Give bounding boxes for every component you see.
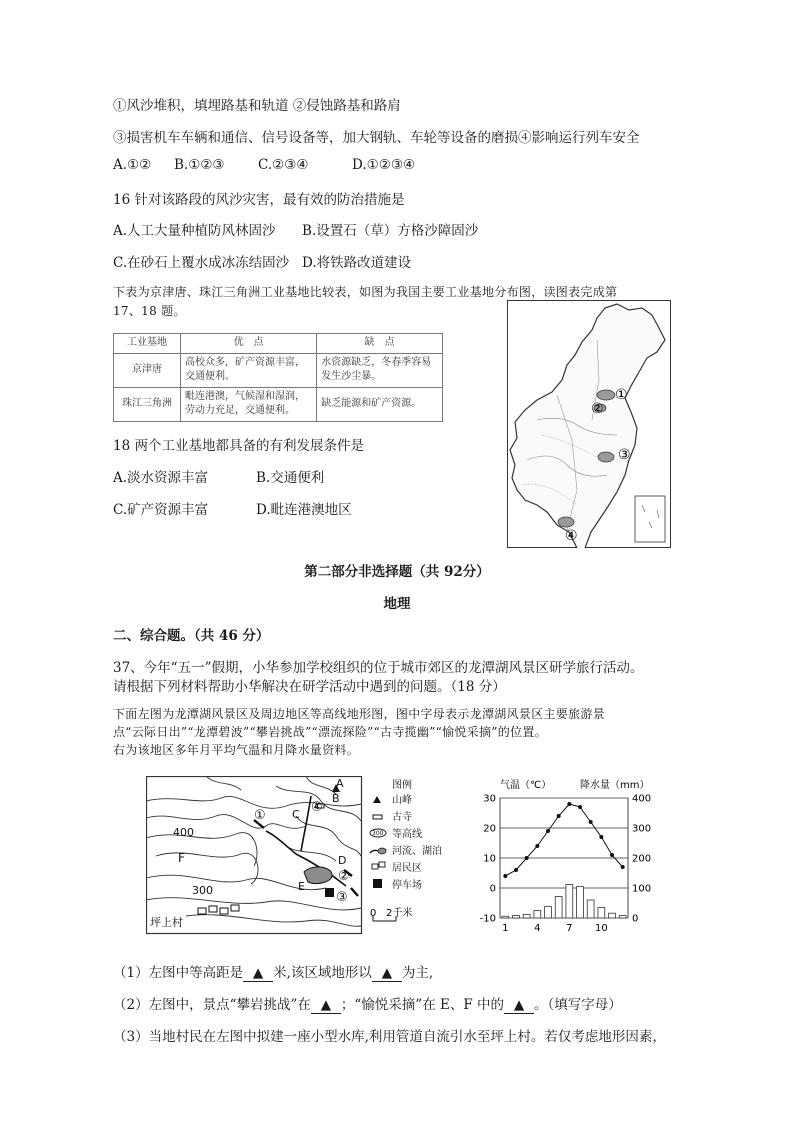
temp-point [567, 802, 571, 806]
legend-village-label: 居民区 [392, 863, 422, 874]
q37-material-1: 下面左图为龙潭湖风景区及周边地区等高线地形图，图中字母表示龙潭湖风景区主要旅游景 [113, 707, 606, 721]
x-tick-label: 1 [502, 923, 509, 934]
precip-bar [577, 887, 584, 919]
legend-parking-label: 停车场 [392, 880, 422, 891]
left-tick-label: 30 [483, 793, 496, 805]
map-label-3: ③ [618, 447, 631, 463]
table-cell [317, 387, 443, 421]
temp-line [505, 804, 622, 876]
temp-point [589, 820, 593, 824]
sub2-text-c: 。（填写字母） [534, 997, 622, 1013]
right-tick-label: 400 [632, 793, 652, 805]
right-tick-label: 0 [632, 913, 639, 925]
spot-circle-2: ② [338, 869, 350, 884]
left-tick-label: 10 [483, 853, 496, 865]
legend-contour-sample: 300 [372, 830, 384, 837]
scale-label: 2千米 [386, 908, 413, 919]
spot-label-c: C [292, 808, 300, 821]
q18-stem: 18 两个工业基地都具备的有利发展条件是 [113, 438, 364, 454]
table-header: 优 点 [181, 334, 317, 354]
table-header: 缺 点 [317, 334, 443, 354]
q37-sub3: （3）当地村民在左图中拟建一座小型水库,利用管道自流引水至坪上村。若仅考虑地形因素， [113, 1029, 666, 1045]
legend-temple-icon [373, 815, 382, 819]
sub1-text-b: 米,该区域地形以 [273, 965, 372, 981]
legend-peak-label: 山峰 [392, 795, 412, 806]
table-row [114, 353, 443, 387]
answer-blank[interactable]: ▲ [311, 997, 341, 1014]
industry-table [113, 333, 443, 422]
subject-title: 地理 [383, 596, 411, 612]
temp-point [599, 835, 603, 839]
precip-bar [598, 908, 605, 919]
map-label-4: ④ [565, 528, 578, 544]
q37-sub1 [113, 961, 433, 982]
q18-option-b: B.交通便利 [256, 470, 325, 486]
table-cell [181, 387, 317, 421]
precip-bar [523, 914, 530, 918]
temp-point [578, 805, 582, 809]
precip-bar [619, 916, 626, 918]
industry-base-marker [597, 390, 615, 400]
temp-point [525, 856, 529, 860]
precip-bar [534, 911, 541, 919]
table-header-row [114, 334, 443, 354]
q16-option-b: B.设置石（草）方格沙障固沙 [302, 223, 479, 239]
x-tick-label: 4 [534, 923, 541, 934]
right-axis-label: 降水量（mm） [580, 780, 650, 791]
contour-label-400: 400 [173, 826, 194, 839]
x-tick-label: 10 [594, 923, 608, 934]
industry-base-marker [598, 452, 614, 462]
q15-line2: ③损害机车车辆和通信、信号设备等，加大钢轨、车轮等设备的磨损④影响运行列车安全 [113, 130, 640, 146]
industry-base-marker [558, 517, 574, 527]
south-sea-inset [635, 496, 665, 542]
temp-point [557, 814, 561, 818]
legend [370, 778, 442, 891]
q15-line1: ①风沙堆积，填埋路基和轨道 ②侵蚀路基和路肩 [113, 98, 401, 114]
table-cell [181, 353, 317, 387]
spot-label-f: F [178, 851, 185, 865]
left-tick-label: 0 [489, 883, 496, 895]
precip-bar [587, 900, 594, 918]
q18-option-d: D.毗连港澳地区 [256, 502, 352, 518]
cell-line: 交通便利。 [185, 371, 235, 382]
right-tick-label: 200 [632, 853, 652, 865]
precip-bar [566, 884, 573, 918]
temp-point [503, 874, 507, 878]
spot-circle-1: ① [254, 808, 266, 823]
cell-line: 缺乏能源和矿产资源。 [321, 397, 422, 409]
precip-bar [513, 916, 520, 918]
right-tick-label: 300 [632, 823, 652, 835]
q18-option-a: A.淡水资源丰富 [113, 470, 209, 486]
q15-option-c: C.②③④ [258, 157, 309, 173]
cell-line: 劳动力充足，交通便利。 [185, 405, 295, 416]
precip-bar [545, 907, 552, 918]
contour-label-300: 300 [192, 884, 213, 897]
right-tick-label: 100 [632, 883, 652, 895]
q37-material-3: 右为该地区多年月平均气温和月降水量资料。 [113, 743, 360, 757]
answer-blank[interactable]: ▲ [504, 997, 534, 1014]
table-row [114, 387, 443, 421]
sub1-text-a: （1）左图中等高距是 [113, 965, 244, 981]
legend-parking-icon [373, 879, 382, 888]
parking-icon [325, 888, 334, 897]
left-axis-label: 气温（℃） [500, 780, 552, 791]
spot-label-b: B [332, 792, 340, 805]
chart-grid [500, 798, 628, 918]
q15-option-b: B.①②③ [174, 157, 225, 173]
section-title: 二、综合题。（共 46 分） [113, 628, 270, 644]
legend-contour-label: 等高线 [392, 829, 422, 840]
precip-bar [555, 896, 562, 918]
village-name: 坪上村 [150, 916, 183, 929]
spot-circle-4: ④ [311, 800, 323, 815]
temperature-line [503, 802, 624, 878]
chart-ticks [480, 794, 651, 935]
cell-line: 高校众多，矿产资源丰富， [185, 356, 305, 368]
q15-option-d: D.①②③④ [352, 157, 416, 173]
x-tick-label: 7 [566, 923, 573, 934]
table-cell: 京津唐 [114, 353, 181, 387]
scale-bar [370, 906, 412, 921]
scale-zero: 0 [370, 908, 377, 919]
answer-blank[interactable]: ▲ [372, 965, 402, 982]
map-label-1: ① [615, 387, 628, 403]
precipitation-bars [502, 884, 626, 918]
table-header: 工业基地 [114, 334, 181, 354]
legend-temple-label: 古寺 [392, 812, 412, 823]
table-cell [317, 353, 443, 387]
legend-title: 图例 [392, 780, 412, 791]
map-label-2: ② [591, 401, 604, 417]
cell-line: 发生沙尘暴。 [321, 371, 382, 382]
temp-point [514, 868, 518, 872]
table-cell: 珠江三角洲 [114, 387, 181, 421]
q37-line1: 37、今年“五一”假期，小华参加学校组织的位于城市郊区的龙潭湖风景区研学旅行活动。 [113, 660, 644, 676]
temp-point [621, 865, 625, 869]
answer-blank[interactable]: ▲ [243, 965, 273, 982]
q16-option-c: C.在砂石上覆水成冰冻结固沙 [113, 255, 290, 271]
spot-label-e: E [298, 880, 305, 893]
left-tick-label: -10 [479, 913, 496, 925]
q16-option-a: A.人工大量种植防风林固沙 [113, 223, 276, 239]
sub2-text-a: （2）左图中，景点“攀岩挑战”在 [113, 997, 311, 1013]
temp-point [546, 829, 550, 833]
sub2-text-b: ；“愉悦采摘”在 E、F 中的 [340, 997, 505, 1013]
q18-option-c: C.矿产资源丰富 [113, 502, 209, 518]
china-industry-map [507, 300, 671, 548]
legend-river-label: 河流、湖泊 [392, 846, 442, 857]
q16-option-d: D.将铁路改道建设 [302, 255, 412, 271]
intro-line1: 下表为京津唐、珠江三角洲工业基地比较表，如图为我国主要工业基地分布图，读图表完成第 [113, 285, 618, 299]
cell-line: 毗连港澳，气候湿和湿润， [185, 390, 305, 402]
legend-village-icon [372, 862, 385, 869]
sub1-text-c: 为主, [401, 965, 434, 981]
q15-option-a: A.①② [113, 157, 152, 173]
q37-line2: 请根据下列材料帮助小华解决在研学活动中遇到的问题。（18 分） [113, 679, 506, 695]
q37-sub2 [113, 993, 622, 1014]
intro-line2: 17、18 题。 [113, 304, 186, 318]
cell-line: 水资源缺乏，冬春季容易 [321, 356, 432, 368]
topographic-map [146, 776, 466, 936]
climate-chart [470, 772, 670, 934]
q16-stem: 16 针对该路段的风沙灾害，最有效的防治措施是 [113, 192, 405, 208]
lake [304, 867, 332, 884]
spot-label-d: D [338, 854, 347, 867]
precip-bar [609, 913, 616, 918]
precip-bar [502, 916, 509, 918]
spot-circle-3: ③ [336, 890, 348, 905]
spot-label-a: A [336, 777, 344, 790]
temp-point [610, 853, 614, 857]
temp-point [535, 844, 539, 848]
left-tick-label: 20 [483, 823, 496, 835]
q37-material-2: 点“云际日出”“龙潭碧波”“攀岩挑战”“漂流探险”“古寺揽幽”“愉悦采摘”的位置。 [113, 725, 547, 739]
legend-peak-icon [373, 796, 381, 803]
part2-title: 第二部分非选择题（共 92分） [304, 564, 490, 580]
